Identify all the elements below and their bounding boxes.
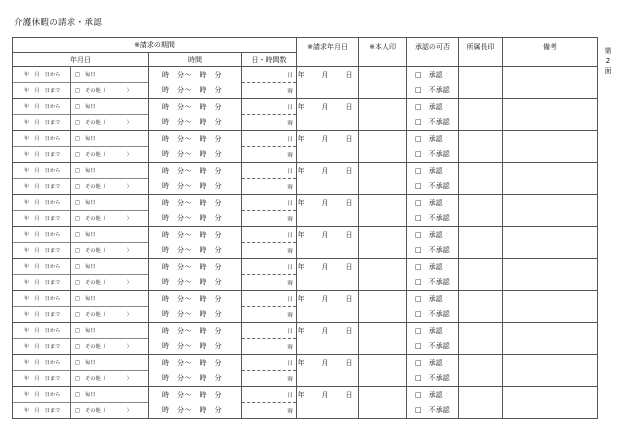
leave-request-table [12,37,598,419]
dept-head-seal-cell[interactable] [459,323,503,355]
person-seal-cell[interactable] [359,227,407,259]
time-range-line: 時 分～ 時 分 [162,214,222,222]
request-row [13,291,598,323]
other-checkbox[interactable]: □ その他（ ） [75,312,132,318]
person-seal-cell[interactable] [359,259,407,291]
time-range-cell[interactable] [149,323,242,355]
date-range-cell[interactable] [13,131,149,163]
approval-cell [407,355,459,387]
time-range-line: 時 分～ 時 分 [162,310,222,318]
date-range-cell[interactable] [13,259,149,291]
other-checkbox[interactable]: □ その他（ ） [75,376,132,382]
time-range-line: 時 分～ 時 分 [162,295,222,303]
everyday-checkbox[interactable]: □ 毎日 [75,136,96,142]
approve-label: 承認 [428,231,443,239]
header-days-hours: 日・時間数 [242,53,297,67]
request-date-label: 年 月 日 [297,327,358,335]
hour-unit-label: 時 [287,345,294,351]
dept-head-seal-cell[interactable] [459,99,503,131]
request-date-label: 年 月 日 [297,263,358,271]
remarks-cell[interactable] [503,99,598,131]
remarks-cell[interactable] [503,355,598,387]
disapprove-option[interactable] [407,403,458,418]
date-from-label: 年 月 日から [24,200,61,206]
approve-option[interactable] [407,292,458,307]
time-range-line: 時 分～ 時 分 [162,199,222,207]
request-date-label: 年 月 日 [297,103,358,111]
approve-label: 承認 [428,135,443,143]
date-from-label: 年 月 日から [24,168,61,174]
request-date-cell[interactable] [297,323,359,355]
header-approval: 承認の可否 [407,38,459,67]
day-unit-label: 日 [287,73,294,79]
hour-unit-label: 時 [287,89,294,95]
document-title: 介護休暇の請求・承認 [14,18,103,28]
date-to-label: 年 月 日まで [24,184,61,190]
date-range-cell[interactable] [13,323,149,355]
date-to-label: 年 月 日まで [24,312,61,318]
time-range-cell[interactable] [149,163,242,195]
everyday-checkbox[interactable]: □ 毎日 [75,296,96,302]
days-hours-cell[interactable] [242,99,297,131]
request-row [13,355,598,387]
person-seal-cell[interactable] [359,67,407,99]
date-to-label: 年 月 日まで [24,88,61,94]
approve-label: 承認 [428,167,443,175]
time-range-line: 時 分～ 時 分 [162,327,222,335]
other-checkbox[interactable]: □ その他（ ） [75,280,132,286]
approve-option[interactable] [407,68,458,83]
date-range-cell[interactable] [13,195,149,227]
header-remarks: 備考 [503,38,598,67]
dept-head-seal-cell[interactable] [459,259,503,291]
checkbox-icon: □ [415,182,422,190]
checkbox-icon: □ [415,342,422,350]
request-row [13,99,598,131]
page-side-label [603,46,613,76]
time-range-cell[interactable] [149,355,242,387]
day-unit-label: 日 [287,265,294,271]
request-date-label: 年 月 日 [297,167,358,175]
date-from-label: 年 月 日から [24,104,61,110]
date-to-label: 年 月 日まで [24,376,61,382]
time-range-line: 時 分～ 時 分 [162,86,222,94]
days-hours-cell[interactable] [242,355,297,387]
header-request-period: ※請求の期間 [13,38,297,53]
approve-label: 承認 [428,199,443,207]
checkbox-icon: □ [415,246,422,254]
request-row [13,227,598,259]
person-seal-cell[interactable] [359,387,407,419]
date-to-label: 年 月 日まで [24,152,61,158]
day-unit-label: 日 [287,169,294,175]
approve-label: 承認 [428,327,443,335]
request-row [13,323,598,355]
date-from-label: 年 月 日から [24,328,61,334]
request-date-cell[interactable] [297,131,359,163]
disapprove-option[interactable] [407,339,458,354]
everyday-checkbox[interactable]: □ 毎日 [75,72,96,78]
remarks-cell[interactable] [503,291,598,323]
time-range-cell[interactable] [149,227,242,259]
other-checkbox[interactable]: □ その他（ ） [75,344,132,350]
day-unit-label: 日 [287,201,294,207]
disapprove-label: 不承認 [428,150,450,158]
side-label-char: 2 [605,57,611,65]
disapprove-option[interactable] [407,243,458,258]
approve-option[interactable] [407,196,458,211]
person-seal-cell[interactable] [359,291,407,323]
approval-cell [407,163,459,195]
disapprove-label: 不承認 [428,246,450,254]
days-hours-cell[interactable] [242,195,297,227]
date-from-label: 年 月 日から [24,392,61,398]
time-range-line: 時 分～ 時 分 [162,278,222,286]
time-range-line: 時 分～ 時 分 [162,150,222,158]
time-range-line: 時 分～ 時 分 [162,391,222,399]
approve-option[interactable] [407,324,458,339]
request-date-cell[interactable] [297,387,359,419]
time-range-line: 時 分～ 時 分 [162,374,222,382]
checkbox-icon: □ [415,103,422,111]
day-unit-label: 日 [287,137,294,143]
other-checkbox[interactable]: □ その他（ ） [75,408,132,414]
approve-option[interactable] [407,388,458,403]
approve-option[interactable] [407,164,458,179]
time-range-line: 時 分～ 時 分 [162,263,222,271]
checkbox-icon: □ [415,86,422,94]
disapprove-option[interactable] [407,371,458,386]
header-time: 時間 [149,53,242,67]
day-unit-label: 日 [287,105,294,111]
hour-unit-label: 時 [287,313,294,319]
date-from-label: 年 月 日から [24,72,61,78]
days-hours-cell[interactable] [242,323,297,355]
days-hours-cell[interactable] [242,291,297,323]
disapprove-label: 不承認 [428,86,450,94]
time-range-cell[interactable] [149,291,242,323]
dept-head-seal-cell[interactable] [459,355,503,387]
date-to-label: 年 月 日まで [24,408,61,414]
person-seal-cell[interactable] [359,163,407,195]
other-checkbox[interactable]: □ その他（ ） [75,216,132,222]
date-to-label: 年 月 日まで [24,344,61,350]
days-hours-cell[interactable] [242,163,297,195]
remarks-cell[interactable] [503,323,598,355]
approval-cell [407,291,459,323]
days-hours-cell[interactable] [242,131,297,163]
time-range-line: 時 分～ 時 分 [162,135,222,143]
remarks-cell[interactable] [503,387,598,419]
disapprove-option[interactable] [407,307,458,322]
hour-unit-label: 時 [287,377,294,383]
request-date-label: 年 月 日 [297,71,358,79]
hour-unit-label: 時 [287,281,294,287]
request-date-label: 年 月 日 [297,231,358,239]
request-date-cell[interactable] [297,291,359,323]
dept-head-seal-cell[interactable] [459,67,503,99]
checkbox-icon: □ [415,231,422,239]
days-hours-cell[interactable] [242,259,297,291]
time-range-line: 時 分～ 時 分 [162,359,222,367]
request-date-cell[interactable] [297,67,359,99]
disapprove-option[interactable] [407,179,458,194]
person-seal-cell[interactable] [359,131,407,163]
checkbox-icon: □ [415,278,422,286]
date-from-label: 年 月 日から [24,264,61,270]
request-date-label: 年 月 日 [297,199,358,207]
request-date-cell[interactable] [297,195,359,227]
approve-option[interactable] [407,356,458,371]
remarks-cell[interactable] [503,67,598,99]
time-range-line: 時 分～ 時 分 [162,182,222,190]
day-unit-label: 日 [287,329,294,335]
dept-head-seal-cell[interactable] [459,227,503,259]
approval-cell [407,259,459,291]
time-range-cell[interactable] [149,195,242,227]
side-label-char: 面 [604,67,612,75]
approval-cell [407,67,459,99]
approval-cell [407,323,459,355]
approve-label: 承認 [428,295,443,303]
approval-cell [407,99,459,131]
approval-cell [407,227,459,259]
hour-unit-label: 時 [287,153,294,159]
disapprove-label: 不承認 [428,214,450,222]
disapprove-label: 不承認 [428,310,450,318]
hour-unit-label: 時 [287,185,294,191]
date-range-cell[interactable] [13,67,149,99]
disapprove-option[interactable] [407,147,458,162]
date-to-label: 年 月 日まで [24,280,61,286]
day-unit-label: 日 [287,393,294,399]
everyday-checkbox[interactable]: □ 毎日 [75,360,96,366]
request-date-cell[interactable] [297,259,359,291]
approval-cell [407,131,459,163]
remarks-cell[interactable] [503,195,598,227]
disapprove-label: 不承認 [428,118,450,126]
other-checkbox[interactable]: □ その他（ ） [75,248,132,254]
request-date-cell[interactable] [297,227,359,259]
header-dept-head-seal: 所属長印 [459,38,503,67]
checkbox-icon: □ [415,167,422,175]
person-seal-cell[interactable] [359,323,407,355]
time-range-cell[interactable] [149,387,242,419]
request-row [13,131,598,163]
disapprove-option[interactable] [407,83,458,98]
disapprove-option[interactable] [407,115,458,130]
disapprove-label: 不承認 [428,278,450,286]
checkbox-icon: □ [415,310,422,318]
date-range-cell[interactable] [13,387,149,419]
everyday-checkbox[interactable]: □ 毎日 [75,328,96,334]
disapprove-option[interactable] [407,211,458,226]
date-range-cell[interactable] [13,99,149,131]
checkbox-icon: □ [415,374,422,382]
days-hours-cell[interactable] [242,67,297,99]
header-date: 年月日 [13,53,149,67]
remarks-cell[interactable] [503,227,598,259]
time-range-line: 時 分～ 時 分 [162,231,222,239]
date-range-cell[interactable] [13,227,149,259]
approve-label: 承認 [428,263,443,271]
disapprove-label: 不承認 [428,182,450,190]
remarks-cell[interactable] [503,163,598,195]
other-checkbox[interactable]: □ その他（ ） [75,120,132,126]
other-checkbox[interactable]: □ その他（ ） [75,88,132,94]
hour-unit-label: 時 [287,249,294,255]
request-row [13,67,598,99]
hour-unit-label: 時 [287,217,294,223]
days-hours-cell[interactable] [242,227,297,259]
time-range-cell[interactable] [149,67,242,99]
person-seal-cell[interactable] [359,355,407,387]
time-range-line: 時 分～ 時 分 [162,342,222,350]
checkbox-icon: □ [415,199,422,207]
everyday-checkbox[interactable]: □ 毎日 [75,104,96,110]
dept-head-seal-cell[interactable] [459,131,503,163]
header-request-date: ※請求年月日 [297,38,359,67]
request-row [13,259,598,291]
checkbox-icon: □ [415,406,422,414]
checkbox-icon: □ [415,118,422,126]
time-range-line: 時 分～ 時 分 [162,167,222,175]
time-range-line: 時 分～ 時 分 [162,71,222,79]
date-to-label: 年 月 日まで [24,120,61,126]
date-from-label: 年 月 日から [24,232,61,238]
approve-option[interactable] [407,100,458,115]
checkbox-icon: □ [415,150,422,158]
dept-head-seal-cell[interactable] [459,291,503,323]
disapprove-option[interactable] [407,275,458,290]
person-seal-cell[interactable] [359,99,407,131]
approve-label: 承認 [428,391,443,399]
everyday-checkbox[interactable]: □ 毎日 [75,200,96,206]
disapprove-label: 不承認 [428,342,450,350]
request-date-label: 年 月 日 [297,359,358,367]
time-range-cell[interactable] [149,131,242,163]
date-range-cell[interactable] [13,163,149,195]
days-hours-cell[interactable] [242,387,297,419]
request-date-label: 年 月 日 [297,295,358,303]
checkbox-icon: □ [415,391,422,399]
checkbox-icon: □ [415,135,422,143]
request-date-label: 年 月 日 [297,391,358,399]
request-row [13,163,598,195]
checkbox-icon: □ [415,295,422,303]
checkbox-icon: □ [415,359,422,367]
day-unit-label: 日 [287,361,294,367]
dept-head-seal-cell[interactable] [459,195,503,227]
request-row [13,195,598,227]
checkbox-icon: □ [415,71,422,79]
header-person-seal: ※本人印 [359,38,407,67]
everyday-checkbox[interactable]: □ 毎日 [75,232,96,238]
request-date-cell[interactable] [297,99,359,131]
remarks-cell[interactable] [503,259,598,291]
day-unit-label: 日 [287,233,294,239]
approve-option[interactable] [407,228,458,243]
dept-head-seal-cell[interactable] [459,387,503,419]
everyday-checkbox[interactable]: □ 毎日 [75,168,96,174]
approve-option[interactable] [407,132,458,147]
checkbox-icon: □ [415,214,422,222]
time-range-line: 時 分～ 時 分 [162,118,222,126]
time-range-cell[interactable] [149,99,242,131]
request-date-cell[interactable] [297,355,359,387]
hour-unit-label: 時 [287,121,294,127]
everyday-checkbox[interactable]: □ 毎日 [75,392,96,398]
hour-unit-label: 時 [287,409,294,415]
time-range-cell[interactable] [149,259,242,291]
time-range-line: 時 分～ 時 分 [162,406,222,414]
disapprove-label: 不承認 [428,374,450,382]
approve-label: 承認 [428,103,443,111]
approval-cell [407,195,459,227]
day-unit-label: 日 [287,297,294,303]
time-range-line: 時 分～ 時 分 [162,103,222,111]
other-checkbox[interactable]: □ その他（ ） [75,152,132,158]
date-range-cell[interactable] [13,355,149,387]
dept-head-seal-cell[interactable] [459,163,503,195]
approve-option[interactable] [407,260,458,275]
date-from-label: 年 月 日から [24,136,61,142]
date-range-cell[interactable] [13,291,149,323]
checkbox-icon: □ [415,263,422,271]
request-date-cell[interactable] [297,163,359,195]
side-label-char: 第 [604,47,612,55]
disapprove-label: 不承認 [428,406,450,414]
date-to-label: 年 月 日まで [24,216,61,222]
date-from-label: 年 月 日から [24,360,61,366]
checkbox-icon: □ [415,327,422,335]
request-date-label: 年 月 日 [297,135,358,143]
approval-cell [407,387,459,419]
person-seal-cell[interactable] [359,195,407,227]
approve-label: 承認 [428,359,443,367]
request-row [13,387,598,419]
time-range-line: 時 分～ 時 分 [162,246,222,254]
everyday-checkbox[interactable]: □ 毎日 [75,264,96,270]
date-from-label: 年 月 日から [24,296,61,302]
approve-label: 承認 [428,71,443,79]
remarks-cell[interactable] [503,131,598,163]
date-to-label: 年 月 日まで [24,248,61,254]
other-checkbox[interactable]: □ その他（ ） [75,184,132,190]
